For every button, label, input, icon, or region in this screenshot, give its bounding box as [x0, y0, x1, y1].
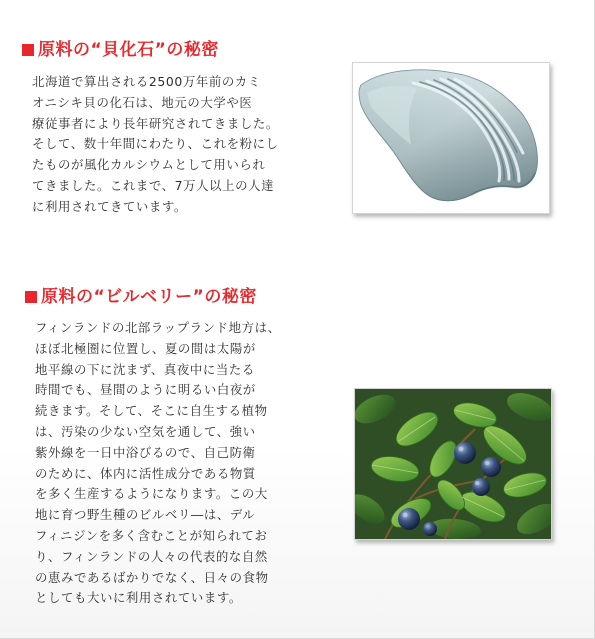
section-heading-text: 原料の“貝化石”の秘密	[38, 40, 219, 60]
body-line: フィンランドの北部ラップランド地方は、	[35, 320, 281, 335]
body-line: 療従事者により長年研究されてきました。	[32, 115, 279, 131]
body-line: を多く生産するようになります。この大	[35, 486, 268, 502]
body-line: オニシキ貝の化石は、地元の大学や医	[32, 94, 253, 110]
section-body	[32, 72, 332, 218]
body-line: のために、体内に活性成分である物質	[35, 465, 256, 481]
section-heading	[25, 282, 257, 307]
red-square-icon	[22, 44, 34, 56]
body-line: 紫外線を一日中浴びるので、自己防衛	[35, 444, 256, 460]
section-bilberry	[0, 270, 595, 639]
body-line: 地平線の下に沈まず、真夜中に当たる	[35, 361, 255, 377]
red-square-icon	[25, 291, 37, 303]
body-line: としても大いに利用されています。	[35, 590, 242, 606]
bilberry-plant-icon	[355, 389, 551, 539]
shell-fossil-icon	[353, 63, 549, 213]
body-line: り、フィンランドの人々の代表的な自然	[35, 548, 268, 564]
body-line: 地に育つ野生種のビルベリ―は、デル	[35, 507, 256, 523]
body-line: に利用されてきています。	[32, 198, 187, 214]
body-line: 続きます。そして、そこに自生する植物	[35, 403, 268, 419]
body-line: フィニジンを多く含むことが知られてお	[35, 527, 268, 543]
bilberry-photo	[354, 388, 552, 540]
section-heading-text: 原料の“ビルベリー”の秘密	[41, 287, 257, 307]
body-line: は、汚染の少ない空気を通して、強い	[35, 423, 256, 439]
body-line: 時間でも、昼間のように明るい白夜が	[35, 382, 256, 398]
body-line: の恵みであるばかりでなく、日々の食物	[35, 569, 269, 585]
body-line: たものが風化カルシウムとして用いられ	[32, 157, 266, 173]
body-line: そして、数十年間にわたり、これを粉にし	[32, 136, 279, 152]
shell-fossil-photo	[352, 62, 550, 214]
section-body	[35, 318, 330, 609]
section-shell-fossil	[0, 0, 595, 250]
body-line: 北海道で算出される2500万年前のカミ	[32, 74, 261, 89]
body-line: てきました。これまで、7万人以上の人達	[32, 177, 275, 193]
body-line: ほぼ北極圏に位置し、夏の間は太陽が	[35, 340, 256, 356]
section-heading	[22, 35, 219, 60]
